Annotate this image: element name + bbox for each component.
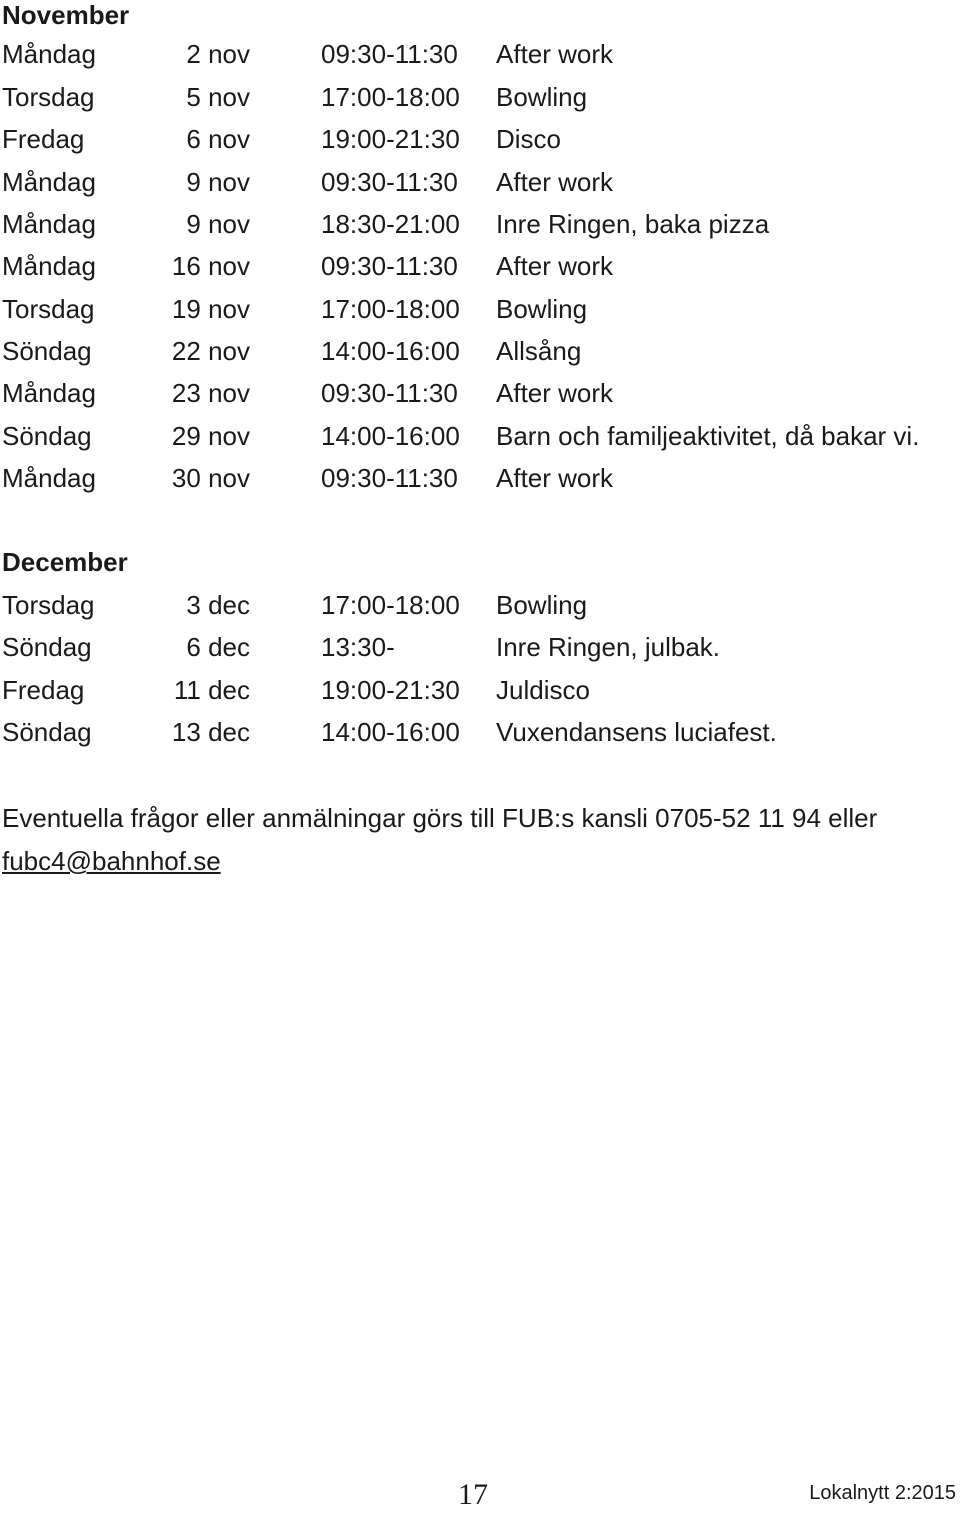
schedule-row xyxy=(0,118,960,160)
schedule-row xyxy=(0,669,960,711)
event-cell: After work xyxy=(496,251,614,281)
page-number: 17 xyxy=(458,1478,488,1511)
time-cell: 09:30-11:30 xyxy=(321,39,458,69)
day-cell: Måndag xyxy=(2,378,96,408)
time-cell: 18:30-21:00 xyxy=(321,209,460,239)
day-cell: Fredag xyxy=(2,675,85,705)
event-cell: Bowling xyxy=(496,294,588,324)
date-cell: 16 nov xyxy=(171,251,250,281)
time-cell: 09:30-11:30 xyxy=(321,167,458,197)
event-cell: Inre Ringen, baka pizza xyxy=(496,209,770,239)
event-cell: After work xyxy=(496,378,614,408)
day-cell: Söndag xyxy=(2,717,92,747)
date-cell: 29 nov xyxy=(171,421,250,451)
day-cell: Söndag xyxy=(2,632,92,662)
time-cell: 17:00-18:00 xyxy=(321,590,460,620)
day-cell: Fredag xyxy=(2,124,85,154)
time-cell: 14:00-16:00 xyxy=(321,336,460,366)
event-cell: Disco xyxy=(496,124,562,154)
date-cell: 6 dec xyxy=(186,632,250,662)
schedule-row xyxy=(0,203,960,245)
contact-text: Eventuella frågor eller anmälningar görs till FUB:s kansli 0705-52 11 94 eller xyxy=(2,803,878,833)
day-cell: Söndag xyxy=(2,421,92,451)
publication-label: Lokalnytt 2:2015 xyxy=(809,1482,956,1504)
time-cell: 13:30- xyxy=(321,632,395,662)
day-cell: Torsdag xyxy=(2,590,95,620)
day-cell: Måndag xyxy=(2,463,96,493)
date-cell: 19 nov xyxy=(171,294,250,324)
time-cell: 19:00-21:30 xyxy=(321,124,460,154)
schedule-row xyxy=(0,33,960,75)
date-cell: 11 dec xyxy=(173,675,250,705)
event-cell: After work xyxy=(496,167,614,197)
time-cell: 14:00-16:00 xyxy=(321,717,460,747)
event-cell: Juldisco xyxy=(496,675,590,705)
event-cell: Bowling xyxy=(496,82,588,112)
schedule-row xyxy=(0,161,960,203)
date-cell: 22 nov xyxy=(171,336,250,366)
december-title: December xyxy=(2,547,128,577)
event-cell: Inre Ringen, julbak. xyxy=(496,632,721,662)
date-cell: 9 nov xyxy=(186,209,250,239)
time-cell: 14:00-16:00 xyxy=(321,421,460,451)
time-cell: 19:00-21:30 xyxy=(321,675,460,705)
day-cell: Måndag xyxy=(2,167,96,197)
schedule-row xyxy=(0,372,960,414)
date-cell: 13 dec xyxy=(171,717,250,747)
date-cell: 30 nov xyxy=(171,463,250,493)
event-cell: Barn och familjeaktivitet, då bakar vi. xyxy=(496,421,920,451)
time-cell: 09:30-11:30 xyxy=(321,251,458,281)
time-cell: 09:30-11:30 xyxy=(321,378,458,408)
event-cell: After work xyxy=(496,463,614,493)
event-cell: Bowling xyxy=(496,590,588,620)
email-link[interactable]: fubc4@bahnhof.se xyxy=(2,846,221,876)
schedule-row xyxy=(0,584,960,626)
date-cell: 9 nov xyxy=(186,167,250,197)
day-cell: Torsdag xyxy=(2,294,95,324)
date-cell: 6 nov xyxy=(186,124,250,154)
schedule-row xyxy=(0,288,960,330)
date-cell: 5 nov xyxy=(186,82,250,112)
november-title: November xyxy=(2,0,130,30)
day-cell: Måndag xyxy=(2,209,96,239)
day-cell: Måndag xyxy=(2,251,96,281)
time-cell: 17:00-18:00 xyxy=(321,82,460,112)
schedule-row xyxy=(0,76,960,118)
time-cell: 17:00-18:00 xyxy=(321,294,460,324)
schedule-row xyxy=(0,711,960,753)
day-cell: Söndag xyxy=(2,336,92,366)
schedule-row xyxy=(0,626,960,668)
date-cell: 3 dec xyxy=(186,590,250,620)
day-cell: Torsdag xyxy=(2,82,95,112)
event-cell: After work xyxy=(496,39,614,69)
time-cell: 09:30-11:30 xyxy=(321,463,458,493)
date-cell: 2 nov xyxy=(186,39,250,69)
day-cell: Måndag xyxy=(2,39,96,69)
event-cell: Allsång xyxy=(496,336,582,366)
schedule-row xyxy=(0,415,960,457)
schedule-row xyxy=(0,330,960,372)
event-cell: Vuxendansens luciafest. xyxy=(496,717,777,747)
schedule-row xyxy=(0,245,960,287)
date-cell: 23 nov xyxy=(171,378,250,408)
contact-note xyxy=(2,797,958,883)
schedule-row xyxy=(0,457,960,499)
